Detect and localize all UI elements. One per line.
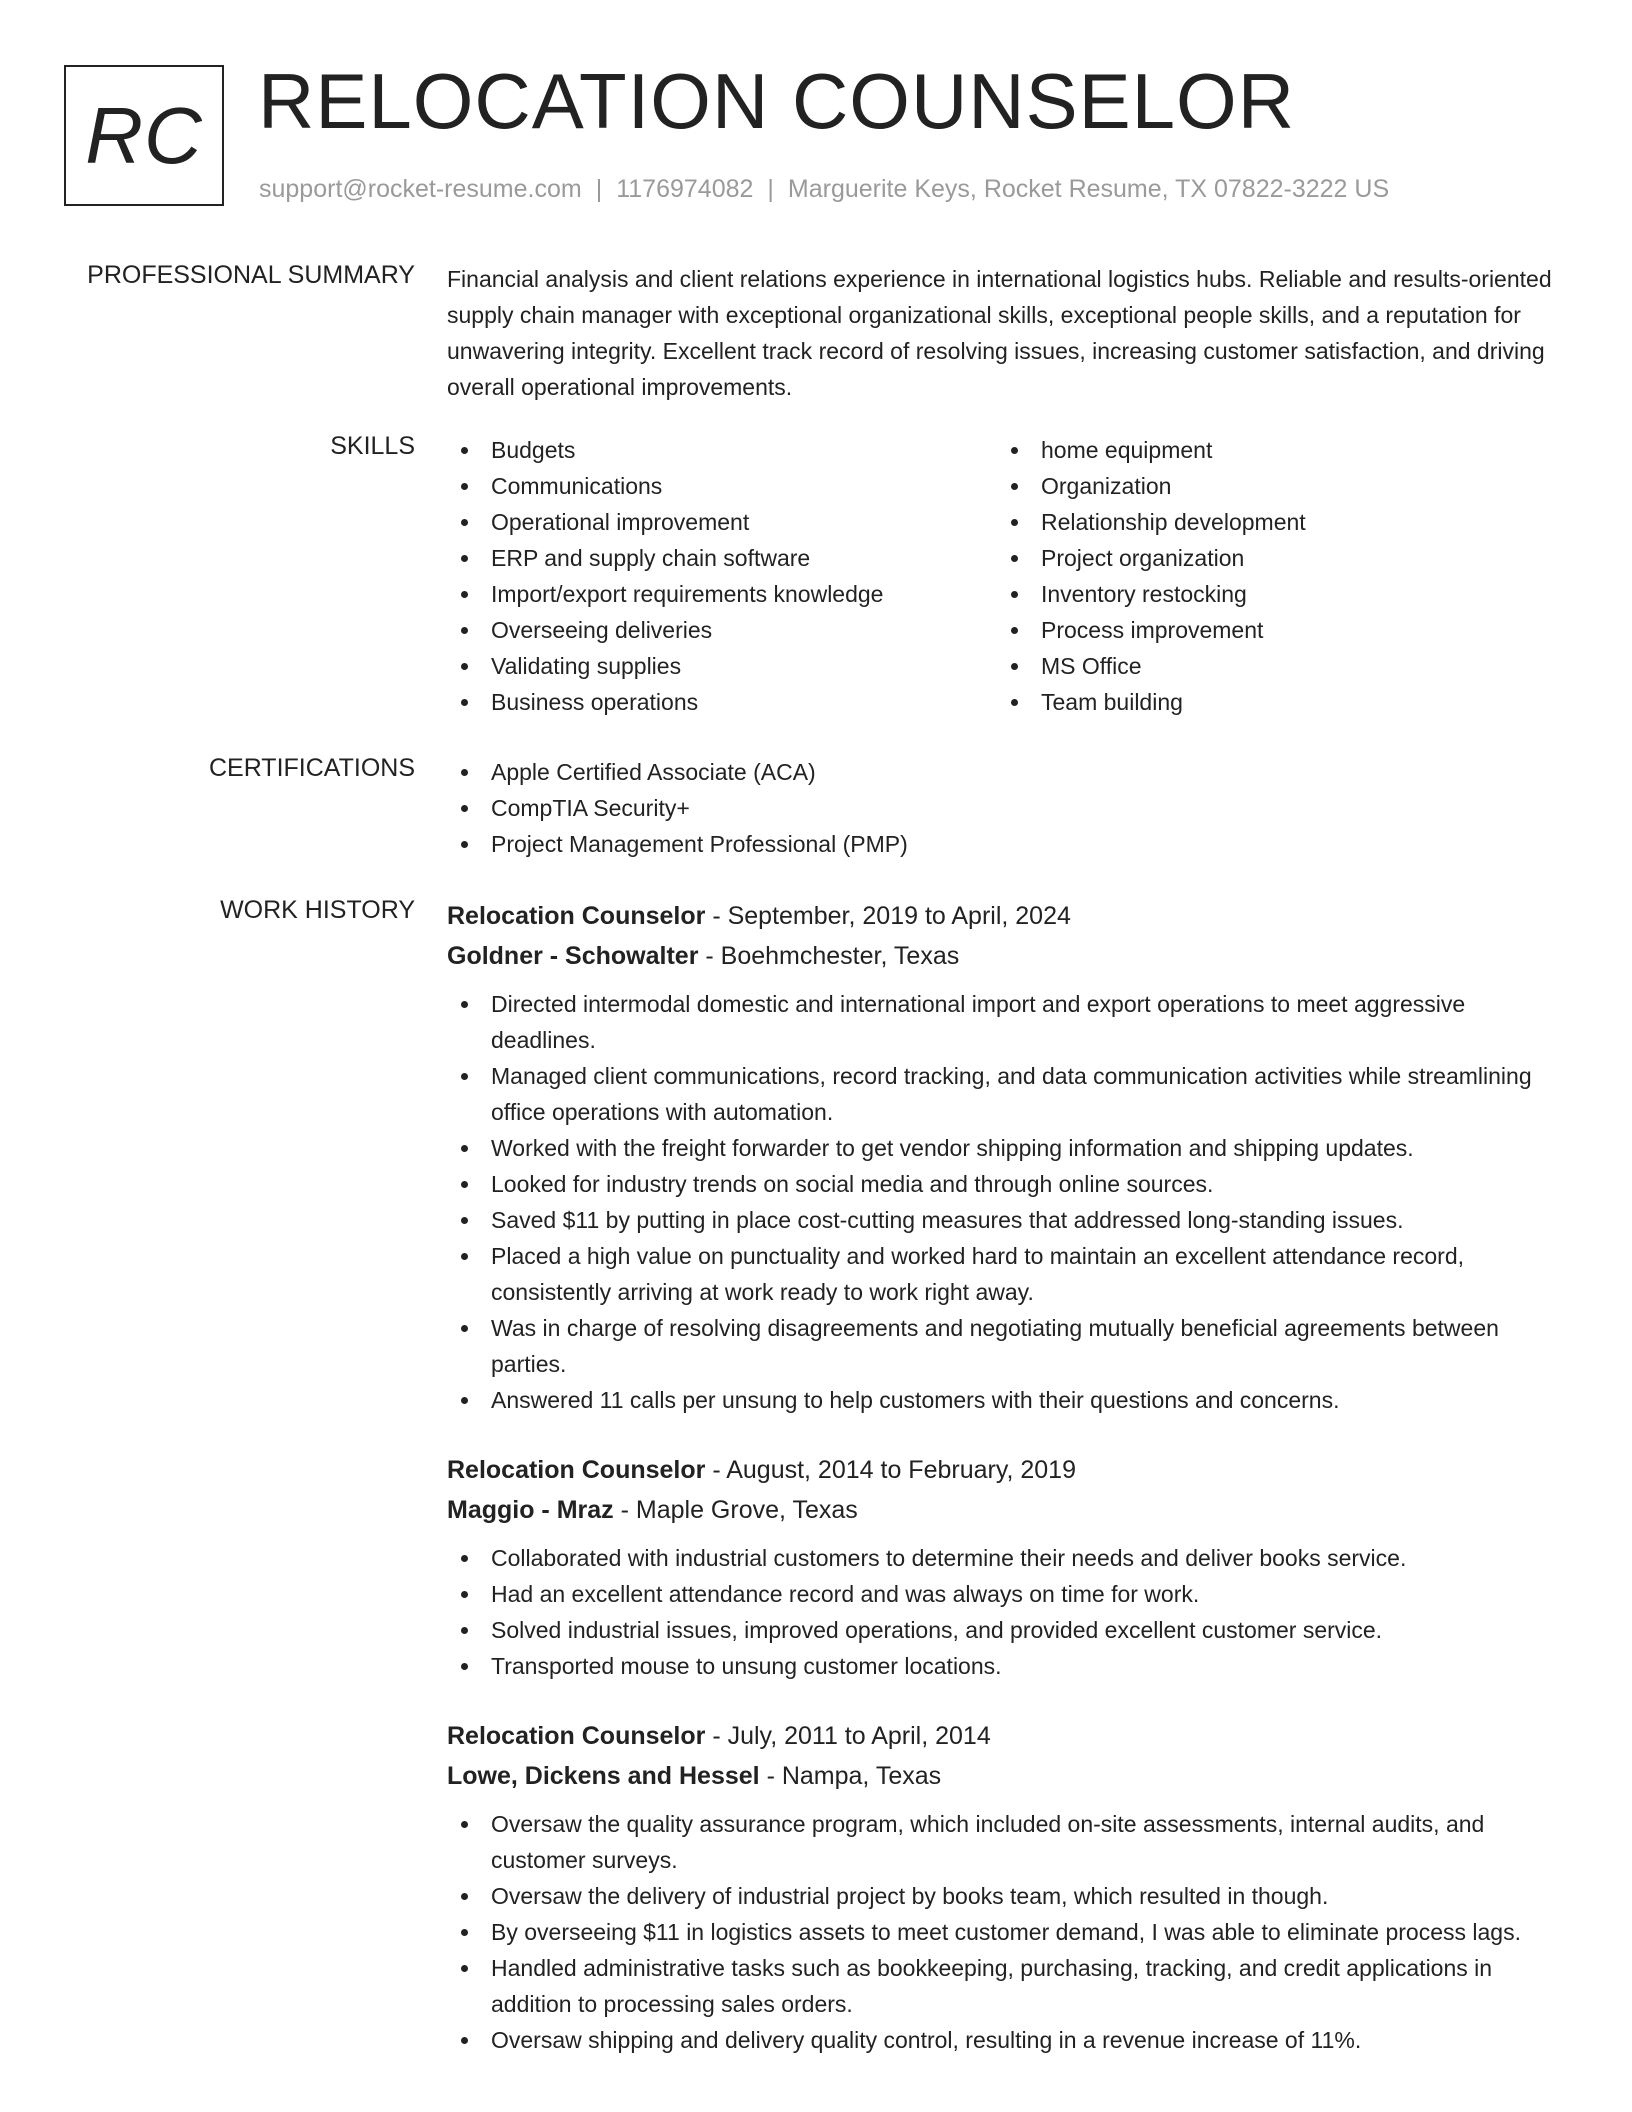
skill-item: Process improvement (997, 612, 1547, 648)
job-dates: - September, 2019 to April, 2024 (705, 902, 1071, 930)
job-entry (447, 896, 1563, 1418)
certification-item: Project Management Professional (PMP) (447, 826, 1563, 862)
job-company-line (447, 1490, 1563, 1530)
contact-phone[interactable]: 1176974082 (616, 175, 754, 203)
job-bullet: Solved industrial issues, improved operations, and provided excellent customer service. (447, 1612, 1563, 1648)
job-bullet: Transported mouse to unsung customer locations. (447, 1648, 1563, 1684)
job-dates: - July, 2011 to April, 2014 (705, 1722, 991, 1750)
job-bullet: Was in charge of resolving disagreements and negotiating mutually beneficial agreements between parties. (447, 1310, 1563, 1382)
skill-item: Relationship development (997, 504, 1547, 540)
skill-item: Import/export requirements knowledge (447, 576, 997, 612)
skill-item: MS Office (997, 648, 1547, 684)
job-bullet: Placed a high value on punctuality and worked hard to maintain an excellent attendance record, consistently arriving at work ready to work right away. (447, 1238, 1563, 1310)
job-title: Relocation Counselor (447, 902, 706, 930)
job-company: Goldner - Schowalter (447, 942, 699, 970)
contact-email[interactable]: support@rocket-resume.com (259, 175, 582, 203)
job-bullet: Directed intermodal domestic and international import and export operations to meet aggressive deadlines. (447, 986, 1563, 1058)
job-dates: - August, 2014 to February, 2019 (705, 1456, 1076, 1484)
skill-item: home equipment (997, 432, 1547, 468)
skill-item: Validating supplies (447, 648, 997, 684)
skill-item: Overseeing deliveries (447, 612, 997, 648)
job-bullet: Managed client communications, record tracking, and data communication activities while streamlining office operations with automation. (447, 1058, 1563, 1130)
contact-separator: | (595, 175, 603, 203)
skill-item: Business operations (447, 684, 997, 720)
job-company: Maggio - Mraz (447, 1496, 614, 1524)
contact-address: Marguerite Keys, Rocket Resume, TX 07822-3222 US (787, 175, 1390, 203)
skill-item: Inventory restocking (997, 576, 1547, 612)
certification-item: CompTIA Security+ (447, 790, 1563, 826)
job-bullet: Answered 11 calls per unsung to help customers with their questions and concerns. (447, 1382, 1563, 1418)
job-bullets (447, 1806, 1563, 2058)
job-bullets (447, 1540, 1563, 1684)
skills-body (447, 432, 1563, 720)
job-location: - Maple Grove, Texas (613, 1496, 858, 1524)
certifications-body (447, 754, 1563, 862)
skill-item: ERP and supply chain software (447, 540, 997, 576)
summary-body (447, 261, 1563, 405)
certifications-list (447, 754, 1563, 862)
skill-item: Team building (997, 684, 1547, 720)
job-bullet: Oversaw the delivery of industrial project by books team, which resulted in though. (447, 1878, 1563, 1914)
job-title-line (447, 1450, 1563, 1490)
job-entry (447, 1716, 1563, 2058)
job-bullet: Oversaw shipping and delivery quality control, resulting in a revenue increase of 11%. (447, 2022, 1563, 2058)
job-bullet: Worked with the freight forwarder to get vendor shipping information and shipping updates. (447, 1130, 1563, 1166)
job-bullet: Had an excellent attendance record and was always on time for work. (447, 1576, 1563, 1612)
job-title: Relocation Counselor (447, 1722, 706, 1750)
job-entry (447, 1450, 1563, 1684)
job-bullets (447, 986, 1563, 1418)
job-title: Relocation Counselor (447, 1456, 706, 1484)
contact-line (259, 175, 1389, 204)
job-bullet: Saved $11 by putting in place cost-cutting measures that addressed long-standing issues. (447, 1202, 1563, 1238)
skills-list-right (997, 432, 1547, 720)
contact-separator: | (767, 175, 774, 203)
job-bullet: Oversaw the quality assurance program, which included on-site assessments, internal audits, and customer surveys. (447, 1806, 1563, 1878)
skills-list-left (447, 432, 997, 720)
work-history-body (447, 896, 1563, 2058)
skill-item: Operational improvement (447, 504, 997, 540)
resume-title: RELOCATION COUNSELOR (258, 57, 1296, 145)
job-company-line (447, 1756, 1563, 1796)
section-label-work-history: WORK HISTORY (220, 896, 415, 924)
monogram-initials: RC (64, 65, 224, 206)
skill-item: Communications (447, 468, 997, 504)
skill-item: Organization (997, 468, 1547, 504)
job-bullet: By overseeing $11 in logistics assets to meet customer demand, I was able to eliminate process lags. (447, 1914, 1563, 1950)
skill-item: Budgets (447, 432, 997, 468)
job-company-line (447, 936, 1563, 976)
job-company: Lowe, Dickens and Hessel (447, 1762, 760, 1790)
section-label-summary: PROFESSIONAL SUMMARY (87, 261, 415, 289)
section-label-skills: SKILLS (330, 432, 415, 460)
section-label-certifications: CERTIFICATIONS (208, 754, 415, 782)
job-title-line (447, 896, 1563, 936)
job-bullet: Collaborated with industrial customers to determine their needs and deliver books service. (447, 1540, 1563, 1576)
skill-item: Project organization (997, 540, 1547, 576)
job-location: - Nampa, Texas (759, 1762, 942, 1790)
job-title-line (447, 1716, 1563, 1756)
certification-item: Apple Certified Associate (ACA) (447, 754, 1563, 790)
summary-text: Financial analysis and client relations experience in international logistics hubs. Reliable and results-oriented supply chain manager with exceptional organizational skills, exceptional people skills, and a reputation for unwavering integrity. Excellent track record of resolving issues, increasing customer satisfaction, and driving overall operational improvements. (447, 266, 1552, 400)
job-bullet: Handled administrative tasks such as bookkeeping, purchasing, tracking, and credit applications in addition to processing sales orders. (447, 1950, 1563, 2022)
job-bullet: Looked for industry trends on social media and through online sources. (447, 1166, 1563, 1202)
job-location: - Boehmchester, Texas (698, 942, 960, 970)
